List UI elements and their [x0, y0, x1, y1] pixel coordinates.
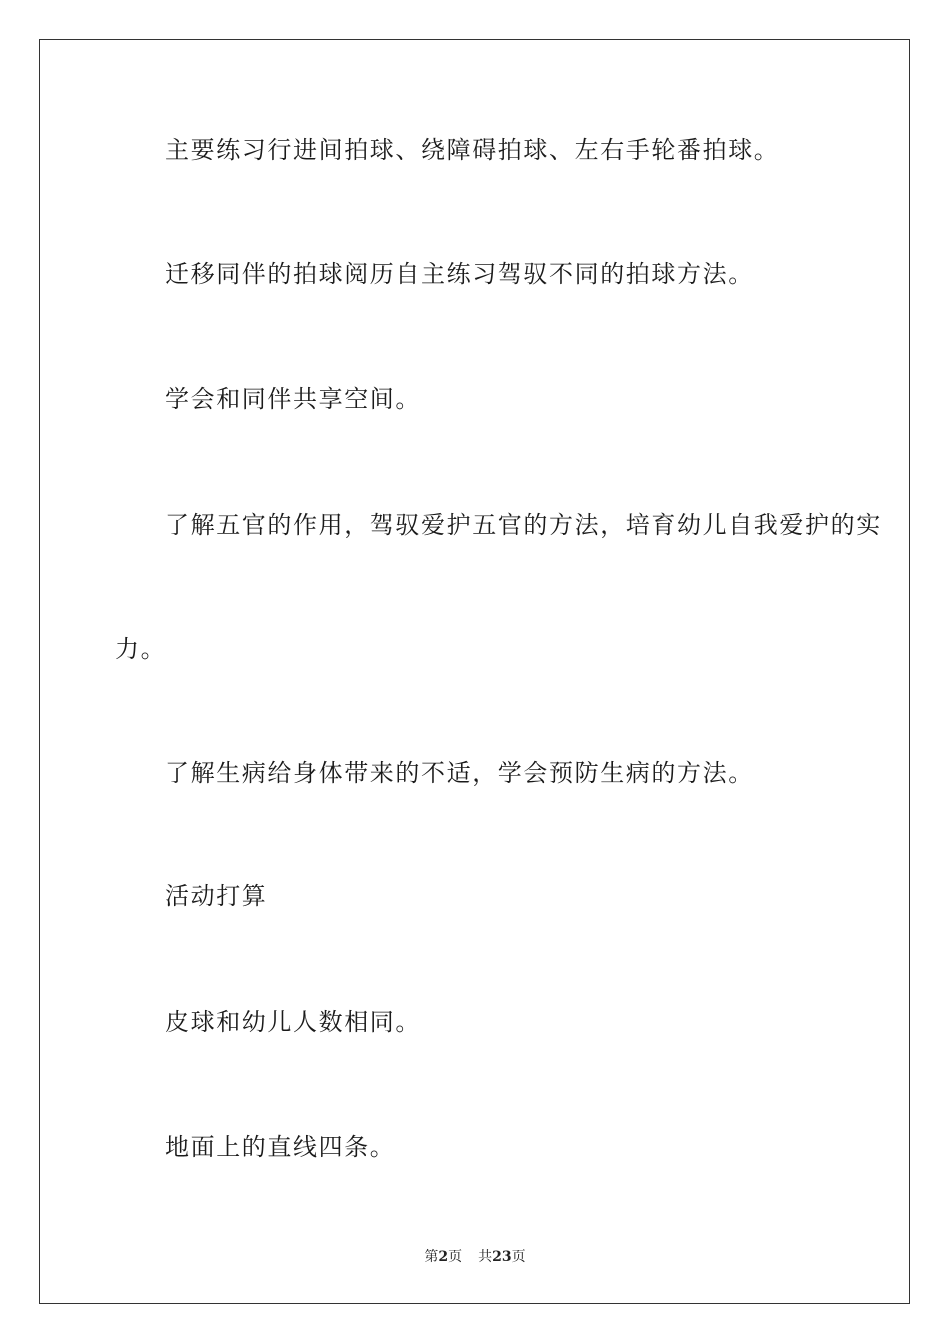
page-footer: [0, 1248, 950, 1266]
page-suffix: 页: [448, 1249, 463, 1265]
paragraph-dribble-practice: 主要练习行进间拍球、绕障碍拍球、左右手轮番拍球。: [165, 136, 780, 164]
paragraph-facial-features-continued: 力。: [115, 635, 167, 663]
section-heading-activity-prep: 活动打算: [165, 882, 268, 910]
total-suffix: 页: [511, 1249, 526, 1265]
page-border: [39, 39, 910, 1304]
paragraph-lines: 地面上的直线四条。: [165, 1133, 396, 1161]
total-pages: 23: [492, 1249, 512, 1265]
paragraph-balls: 皮球和幼儿人数相同。: [165, 1008, 421, 1036]
paragraph-illness-prevention: 了解生病给身体带来的不适，学会预防生病的方法。: [165, 759, 754, 787]
paragraph-peer-experience: 迁移同伴的拍球阅历自主练习驾驭不同的拍球方法。: [165, 260, 754, 288]
page-prefix: 第: [424, 1249, 439, 1265]
paragraph-facial-features: 了解五官的作用，驾驭爱护五官的方法，培育幼儿自我爱护的实: [165, 511, 882, 539]
page-number: 2: [438, 1249, 449, 1265]
total-prefix: 共: [478, 1249, 493, 1265]
paragraph-share-space: 学会和同伴共享空间。: [165, 385, 421, 413]
